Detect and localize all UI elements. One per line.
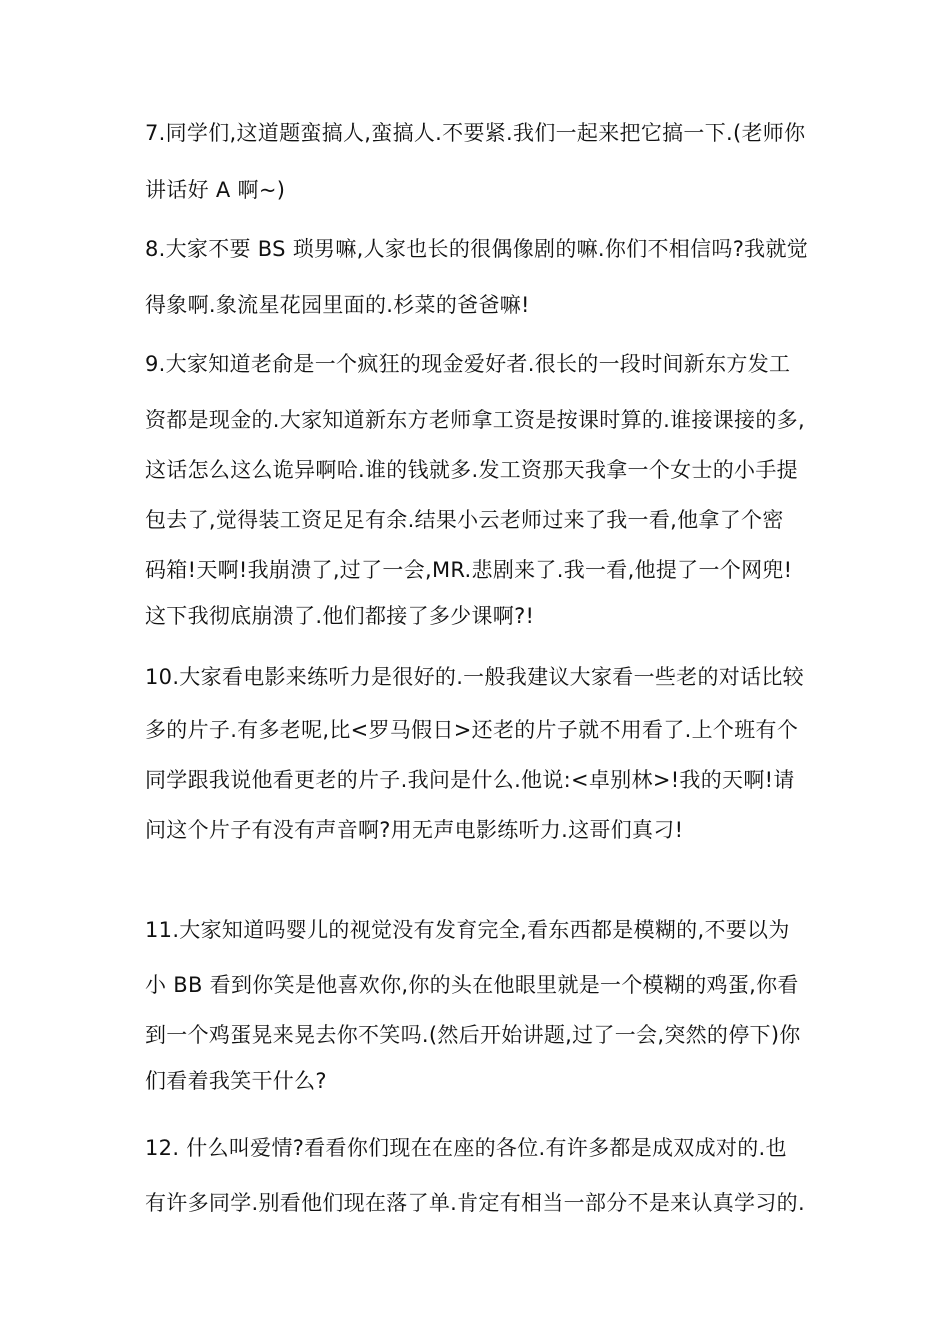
paragraph-11-line-3: 到一个鸡蛋晃来晃去你不笑吗.(然后开始讲题,过了一会,突然的停下)你 (145, 1023, 801, 1047)
paragraph-9-line-3: 这话怎么这么诡异啊哈.谁的钱就多.发工资那天我拿一个女士的小手提 (145, 458, 798, 482)
paragraph-11-line-4: 们看着我笑干什么? (145, 1069, 327, 1093)
paragraph-7-line-1: 7.同学们,这道题蛮搞人,蛮搞人.不要紧.我们一起来把它搞一下.(老师你 (145, 121, 806, 145)
paragraph-10-line-2: 多的片子.有多老呢,比<罗马假日>还老的片子就不用看了.上个班有个 (145, 718, 799, 742)
paragraph-9-line-5: 码箱!天啊!我崩溃了,过了一会,MR.悲剧来了.我一看,他提了一个网兜! (145, 558, 793, 582)
paragraph-8-line-2: 得象啊.象流星花园里面的.杉菜的爸爸嘛! (145, 293, 530, 317)
paragraph-9-line-4: 包去了,觉得装工资足足有余.结果小云老师过来了我一看,他拿了个密 (145, 508, 784, 532)
paragraph-10-line-3: 同学跟我说他看更老的片子.我问是什么.他说:<卓别林>!我的天啊!请 (145, 768, 795, 792)
paragraph-12-line-2: 有许多同学.别看他们现在落了单.肯定有相当一部分不是来认真学习的. (145, 1191, 805, 1215)
paragraph-11-line-1: 11.大家知道吗婴儿的视觉没有发育完全,看东西都是模糊的,不要以为 (145, 918, 790, 942)
paragraph-12-line-1: 12. 什么叫爱情?看看你们现在在座的各位.有许多都是成双成对的.也 (145, 1136, 787, 1160)
paragraph-11-line-2: 小 BB 看到你笑是他喜欢你,你的头在他眼里就是一个模糊的鸡蛋,你看 (145, 973, 799, 997)
paragraph-9-line-1: 9.大家知道老俞是一个疯狂的现金爱好者.很长的一段时间新东方发工 (145, 352, 791, 376)
paragraph-9-line-2: 资都是现金的.大家知道新东方老师拿工资是按课时算的.谁接课接的多, (145, 408, 805, 432)
paragraph-8-line-1: 8.大家不要 BS 琐男嘛,人家也长的很偶像剧的嘛.你们不相信吗?我就觉 (145, 237, 809, 261)
paragraph-10-line-4: 问这个片子有没有声音啊?用无声电影练听力.这哥们真刁! (145, 818, 684, 842)
paragraph-10-line-1: 10.大家看电影来练听力是很好的.一般我建议大家看一些老的对话比较 (145, 665, 804, 689)
paragraph-9-line-6: 这下我彻底崩溃了.他们都接了多少课啊?! (145, 604, 535, 628)
paragraph-7-line-2: 讲话好 A 啊~) (145, 178, 286, 202)
